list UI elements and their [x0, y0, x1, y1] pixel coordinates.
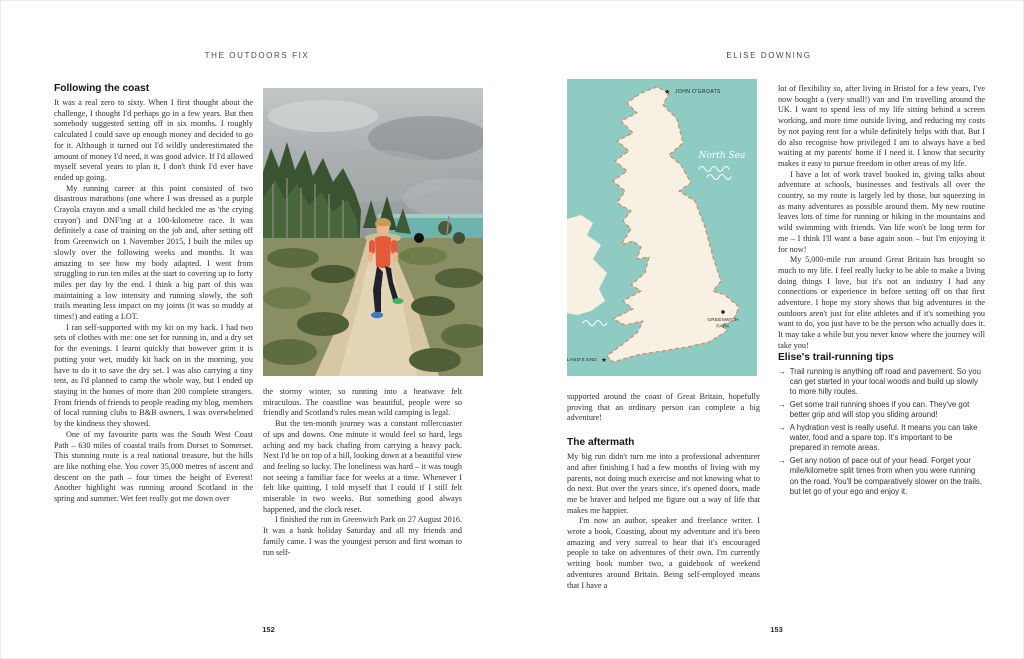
body-paragraph: I finished the run in Greenwich Park on 27 August 2016. It was a bank holiday Saturday and all my friends and family came. I was the youngest person and first woman to run self-	[263, 515, 462, 557]
left-page-number: 152	[262, 625, 275, 634]
right-page-header: ELISE DOWNING	[726, 51, 812, 60]
svg-text:GREENWICH: GREENWICH	[707, 317, 739, 322]
svg-text:PARK: PARK	[716, 323, 730, 329]
right-page-inner-column	[567, 392, 760, 591]
body-paragraph: My big run didn't turn me into a professional adventurer and after finishing I had a few months of living with my parents, not doing much exercise and not knowing what to do next. But over the years since, it's opened doors, made me be braver and helped me figure out a way of life that makes me happier.	[567, 452, 760, 515]
trail-running-tips-list	[778, 367, 985, 498]
arrow-bullet-icon: →	[778, 455, 786, 465]
body-paragraph: the stormy winter, so running into a heatwave felt miraculous. The coastline was beautiful, people were so friendly and Scotland's rules mean wild camping is legal.	[263, 387, 462, 418]
great-britain-route-map	[567, 79, 757, 376]
body-paragraph: I'm now an author, speaker and freelance writer. I wrote a book, Coasting, about my adventure and it's been amazing and very surreal to hear that it's encouraged people to take on adventures of their own. I'm currently writing book number two, a guidebook of weekend adventures around Britain. Being self-employed means that I have a	[567, 516, 760, 590]
coastal-trail-photo-illustration	[263, 88, 483, 376]
column3-paragraphs	[567, 452, 760, 591]
body-paragraph: lot of flexibility so, after living in Bristol for a few years, I've now bought a (very small!) van and I'm travelling around the UK. I want to spend less of my life sitting behind a screen working, and more time outside living, and reducing my costs by not paying rent for a while definitely helps with that. But I do also recognise how privileged I am to always have a bed waiting at my parents' home if I need it. I know that security makes it easy to pursue freedom in other areas of my life.	[778, 84, 985, 168]
arrow-bullet-icon: →	[778, 366, 786, 376]
middle-column-text	[263, 387, 462, 558]
star-icon: ★	[664, 89, 671, 96]
photo-ground	[263, 216, 483, 376]
section-heading-the-aftermath: The aftermath	[567, 437, 635, 449]
arrow-bullet-icon: →	[778, 422, 786, 432]
column2-paragraphs	[263, 387, 462, 558]
tip-text: A hydration vest is really useful. It means you can take water, food and a spare top. It's important to be prepared in remote areas.	[789, 422, 978, 453]
body-paragraph: It was a real zero to sixty. When I first thought about the challenge, I thought I'd perhaps go in a few years. But then somebody suggested setting off in six months. I roughly calculated I could save up enough money and decided to go for it. Although it turned out I'd wildly underestimated the amount of money I'd need, it was good advice. If I'd allowed myself several years to plan it, I don't think I'd ever have ended up going.	[54, 98, 253, 182]
tip-text: Trail running is anything off road and pavement. So you can get started in your local woods and build up slowly to more hilly routes.	[789, 366, 981, 397]
star-icon: ★	[601, 357, 608, 364]
column1-paragraphs	[54, 98, 253, 505]
tip-item	[778, 367, 985, 398]
body-paragraph: My 5,000-mile run around Great Britain has brought so much to my life. I feel really lucky to be able to make a living doing things I love, but it's not an industry I had any connections or experience in before setting off on that first adventure. I hope my story shows that big adventures in the outdoors aren't just for elite athletes and if it's something you want to do, you just have to be the person who actually does it. It may take a while but you never know where the journey will take you!	[778, 255, 985, 350]
arrow-bullet-icon: →	[778, 399, 786, 409]
left-column-text	[54, 83, 253, 505]
body-paragraph: My running career at this point consisted of two disastrous marathons (one where I was dressed as a purple Crayola crayon and a small child heckled me as 'the crying crayon') and DNF'ing at a 100-kilometre race. It was definitely a case of training on the job and, after setting off from Greenwich on 1 November 2015, I built the miles up slowly over the following weeks and months. It was amazing to see how my body adapted. I went from struggling to run ten miles at the start to covering up to forty miles per day by the end. I think a big part of this was maintaining a low intensity and running slowly, the soft trails meaning less impact on my joints (it was so muddy at times!) and eating a LOT.	[54, 183, 253, 322]
tip-item	[778, 423, 985, 454]
runner-photo	[263, 88, 483, 376]
left-page-header: THE OUTDOORS FIX	[204, 51, 310, 60]
tip-text: Get any notion of pace out of your head. Forget your mile/kilometre split times from when you were running on the road. You'll be comparatively slower on the trails, but let go of your ego and enjoy it.	[789, 455, 982, 497]
map-label-north-sea: North Sea	[698, 151, 746, 161]
column4-paragraphs	[778, 84, 985, 352]
body-paragraph: But the ten-month journey was a constant rollercoaster of ups and downs. One minute it would feel so hard, legs aching and my back chafing from carrying a heavy pack. Next I'd be on top of a hill, looking down at a beautiful view and feeling so lucky. The loneliness was hard – it was tough not seeing a familiar face for weeks at a time. Whenever I felt like quitting, I told myself that I could if I still felt miserable in two weeks. But something good always happened, and the clock reset.	[263, 419, 462, 514]
right-page-outer-column	[778, 84, 985, 499]
section-heading-following-the-coast: Following the coast	[54, 83, 150, 94]
tip-item	[778, 400, 985, 421]
route-map-illustration	[567, 79, 757, 376]
body-paragraph: I ran self-supported with my kit on my back. I had two sets of clothes with me: one set for running in, and a dry set for the evenings. I learnt quickly that however grim it is putting your wet, muddy kit back on in the morning, you have to do it to save the dry set. I was also carrying a tiny tent, as I'd planned to camp the whole way, but I ended up staying in the homes of more than 200 complete strangers. From friends of friends to people reading my blog, members of local running clubs to B&B owners, I was overwhelmed by the kindness they showed.	[54, 322, 253, 429]
body-paragraph: One of my favourite parts was the South West Coast Path – 630 miles of coastal trails from Dorset to Somerset. This stunning route is a real national treasure, but the hills are like nothing else. You cover 35,000 metres of ascent and descent on the path – four times the height of Everest! Another highlight was running around Scotland in the spring and summer. Wet feet really got me down over	[54, 429, 253, 504]
svg-text:JOHN O'GROATS: JOHN O'GROATS	[675, 89, 721, 95]
section-heading-trail-running-tips: Elise's trail-running tips	[778, 351, 894, 363]
svg-text:LAND'S END: LAND'S END	[567, 357, 597, 362]
tip-item	[778, 456, 985, 498]
continuation-paragraph: supported around the coast of Great Britain, hopefully proving that an ordinary person can complete a big adventure!	[567, 392, 760, 423]
right-page-number: 153	[770, 625, 783, 634]
body-paragraph: I have a lot of work travel booked in, giving talks about adventure at schools, businesses and festivals all over the country, so my route is largely led by those, but squeezing in as many adventures as possible around them. My new routine leaves lots of time for running or hiking in the mountains and wild swimming with friends. Van life won't be long term for me – I think I'll want a base again soon – but I'm enjoying it for now!	[778, 169, 985, 254]
dot-marker-icon	[721, 310, 724, 313]
tip-text: Get some trail running shoes if you can. They've got better grip and will stop you sliding around!	[789, 399, 970, 420]
